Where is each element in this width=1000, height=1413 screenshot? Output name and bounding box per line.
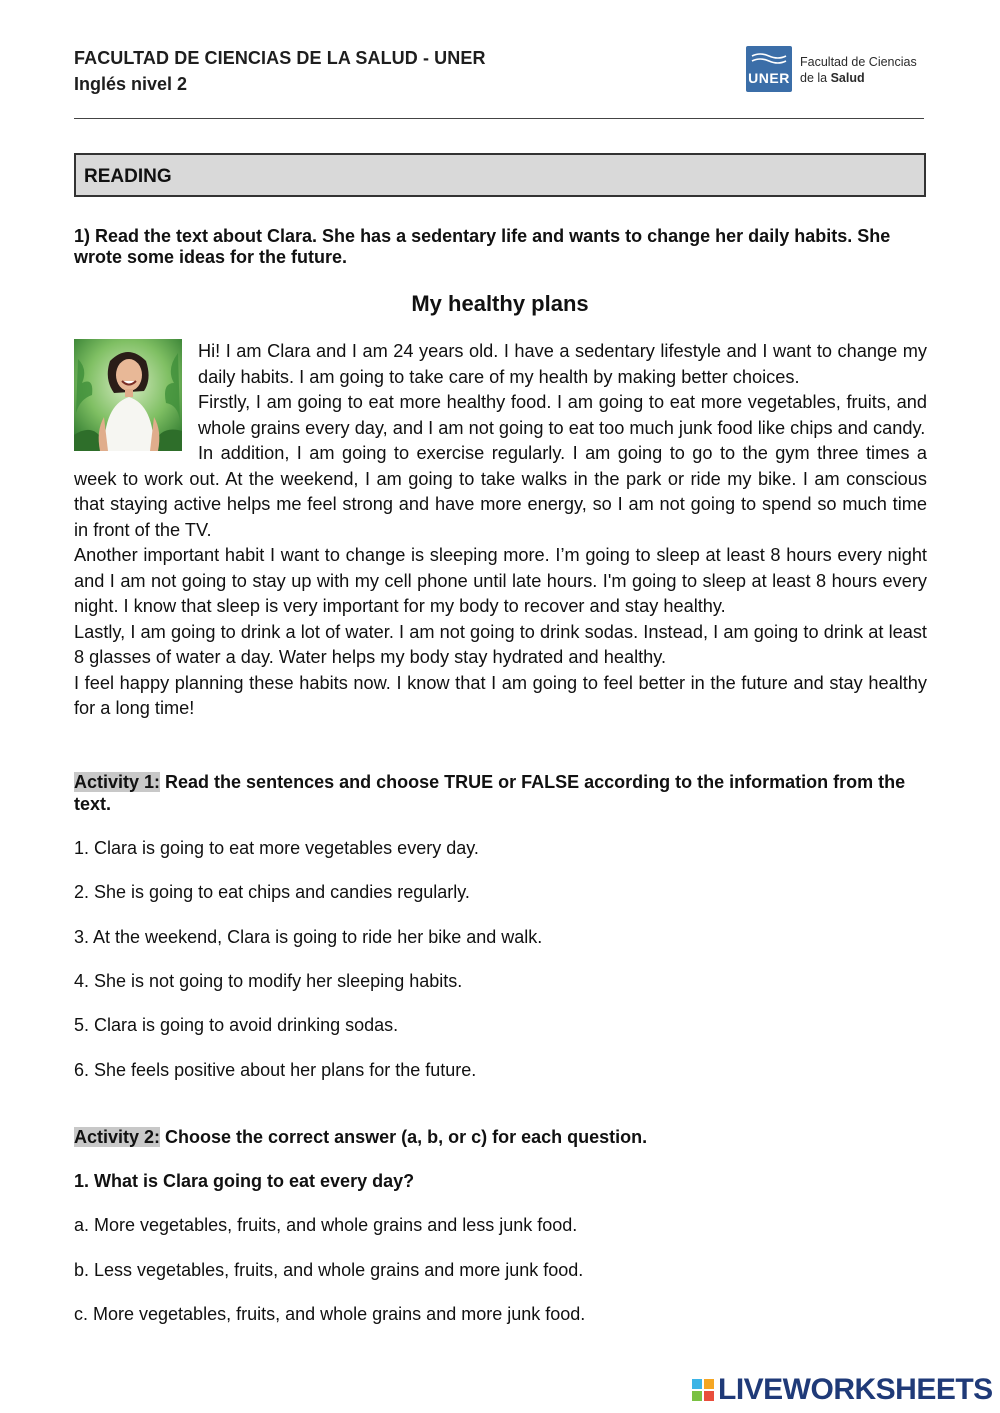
activity2-label: Activity 2: — [74, 1127, 161, 1147]
section-heading: READING — [84, 166, 172, 187]
story-paragraph: In addition, I am going to exercise regularly. I am going to go to the gym three times a week to work out. At the weekend, I am going to take walks in the park or ride my bike. I am conscious that staying active helps me feel strong and have more energy, so I am not going to spend so much time in front of the TV. — [74, 443, 927, 540]
true-false-item: 2. She is going to eat chips and candies regularly. — [74, 882, 470, 902]
answer-option: c. More vegetables, fruits, and whole grains and more junk food. — [74, 1304, 586, 1324]
header-divider — [74, 118, 924, 119]
true-false-item: 5. Clara is going to avoid drinking sodas. — [74, 1015, 399, 1035]
story-paragraph: Firstly, I am going to eat more healthy food. I am going to eat more vegetables, fruits, and whole grains every day, and I am not going to eat too much junk food like chips and candy. — [198, 392, 927, 438]
story-paragraph: Hi! I am Clara and I am 24 years old. I have a sedentary lifestyle and I want to change my daily habits. I am going to take care of my health by making better choices. — [198, 341, 927, 387]
reading-instruction: 1) Read the text about Clara. She has a sedentary life and wants to change her daily habits. She wrote some ideas for the future. — [74, 226, 891, 267]
logo-text-line2 — [800, 71, 865, 85]
answer-option: b. Less vegetables, fruits, and whole grains and more junk food. — [74, 1260, 584, 1280]
activity1-heading — [74, 771, 934, 815]
brand-name: LIVEWORKSHEETS — [718, 1373, 993, 1406]
story-title: My healthy plans — [411, 291, 589, 316]
story-paragraph: Lastly, I am going to drink a lot of water. I am not going to drink sodas. Instead, I am going to drink at least 8 glasses of water a day. Water helps my body stay hydrated and healthy. — [74, 621, 927, 667]
answer-option: a. More vegetables, fruits, and whole grains and less junk food. — [74, 1215, 578, 1235]
story-paragraph: Another important habit I want to change is sleeping more. I’m going to sleep at least 8 hours every night and I am not going to stay up with my cell phone until late hours. I'm going to sleep at least 8 hours every night. I know that sleep is very important for my body to recover and stay healthy. — [74, 545, 927, 616]
logo-text-prefix: de la — [800, 71, 831, 85]
faculty-title: FACULTAD DE CIENCIAS DE LA SALUD - UNER — [74, 48, 486, 68]
story-body — [74, 339, 927, 722]
activity1-label: Activity 1: — [74, 772, 161, 792]
logo-text-bold: Salud — [830, 71, 865, 85]
true-false-item: 3. At the weekend, Clara is going to ride her bike and walk. — [74, 927, 543, 947]
activity1-instruction: Read the sentences and choose TRUE or FALSE according to the information from the text. — [74, 772, 906, 814]
true-false-item: 4. She is not going to modify her sleeping habits. — [74, 971, 463, 991]
uner-logo-mark — [746, 46, 792, 92]
section-heading-box — [74, 153, 926, 197]
activity2-instruction: Choose the correct answer (a, b, or c) for each question. — [160, 1127, 648, 1147]
clara-photo — [74, 339, 182, 457]
activity2-heading — [74, 1126, 934, 1148]
liveworksheets-logo — [692, 1373, 992, 1407]
logo-text-line1: Facultad de Ciencias — [800, 55, 917, 69]
liveworksheets-logo-icon — [692, 1379, 714, 1401]
true-false-item: 1. Clara is going to eat more vegetables every day. — [74, 838, 479, 858]
true-false-item: 6. She feels positive about her plans for the future. — [74, 1060, 477, 1080]
waves-icon — [750, 52, 788, 66]
woman-smiling-photo-icon — [74, 339, 182, 451]
story-paragraph: I feel happy planning these habits now. I know that I am going to feel better in the future and stay healthy for a long time! — [74, 672, 927, 718]
course-subtitle: Inglés nivel 2 — [74, 74, 188, 94]
logo-acronym: UNER — [748, 70, 790, 86]
activity2-question: 1. What is Clara going to eat every day? — [74, 1171, 415, 1191]
uner-logo — [746, 46, 926, 94]
